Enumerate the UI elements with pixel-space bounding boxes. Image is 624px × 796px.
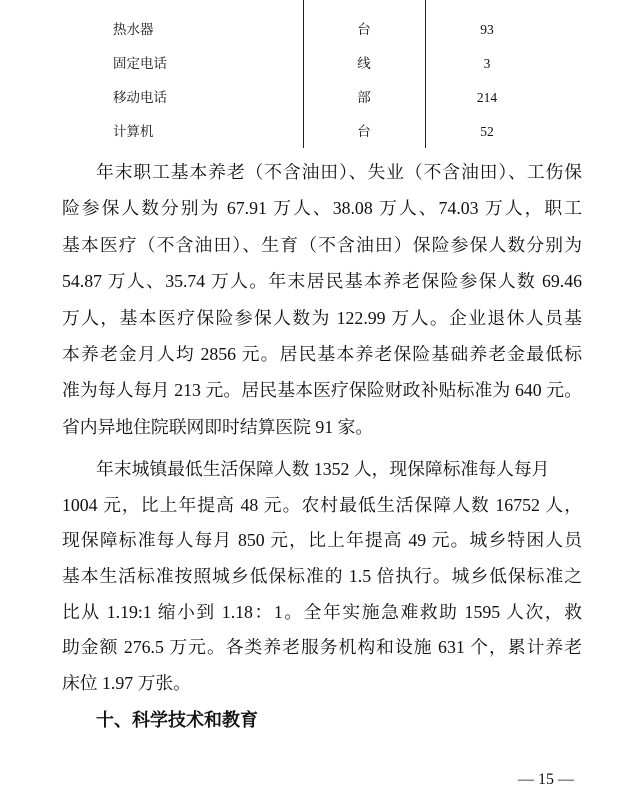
table-cell-item: 移动电话 (113, 90, 167, 105)
paragraph-line: 年末城镇最低生活保障人数 1352 人，现保障标准每人每月 (96, 459, 550, 479)
table-cell-unit: 线 (357, 56, 371, 71)
social-insurance-paragraph (62, 154, 582, 445)
paragraph-line: 准为每人每月 213 元。居民基本医疗保险财政补贴标准为 640 元。 (62, 380, 582, 401)
table-cell-unit: 部 (357, 90, 371, 105)
page-number: — 15 — (518, 771, 574, 788)
table-cell-value: 52 (480, 124, 494, 139)
paragraph-line: 助金额 276.5 万元。各类养老服务机构和设施 631 个，累计养老 (62, 637, 582, 658)
table-cell-value: 3 (483, 56, 491, 71)
durable-goods-table (62, 0, 552, 148)
table-cell-unit: 台 (357, 124, 371, 139)
paragraph-line: 本养老金月人均 2856 元。居民基本养老保险基础养老金最低标 (62, 343, 582, 364)
table-cell-value: 93 (480, 22, 494, 37)
table-cell-unit: 台 (357, 22, 371, 37)
paragraph-line: 省内异地住院联网即时结算医院 91 家。 (62, 416, 374, 437)
paragraph-line: 基本生活标准按照城乡低保标准的 1.5 倍执行。城乡低保标准之 (62, 566, 582, 587)
paragraph-line: 54.87 万人、35.74 万人。年末居民基本养老保险参保人数 69.46 (62, 271, 582, 292)
table-row (62, 81, 552, 115)
table-cell-value: 214 (476, 90, 498, 105)
paragraph-line: 床位 1.97 万张。 (62, 673, 191, 694)
table-row (62, 13, 552, 47)
paragraph-line: 万人，基本医疗保险参保人数为 122.99 万人。企业退休人员基 (62, 307, 582, 328)
social-assistance-paragraph (62, 452, 582, 702)
table-row (62, 115, 552, 149)
paragraph-line: 比从 1.19:1 缩小到 1.18：1。全年实施急难救助 1595 人次，救 (62, 601, 582, 622)
table-cell-item: 固定电话 (113, 56, 167, 71)
paragraph-line: 1004 元，比上年提高 48 元。农村最低生活保障人数 16752 人， (62, 494, 582, 515)
table-cell-item: 计算机 (113, 124, 154, 139)
paragraph-line: 基本医疗（不含油田）、生育（不含油田）保险参保人数分别为 (62, 234, 582, 255)
section-heading: 十、科学技术和教育 (96, 710, 258, 730)
table-row (62, 47, 552, 81)
paragraph-line: 险参保人数分别为 67.91 万人、38.08 万人、74.03 万人，职工 (62, 198, 582, 219)
table-cell-item: 热水器 (113, 22, 154, 37)
paragraph-line: 现保障标准每人每月 850 元，比上年提高 49 元。城乡特困人员 (62, 530, 582, 551)
paragraph-line: 年末职工基本养老（不含油田）、失业（不含油田）、工伤保 (96, 162, 582, 182)
